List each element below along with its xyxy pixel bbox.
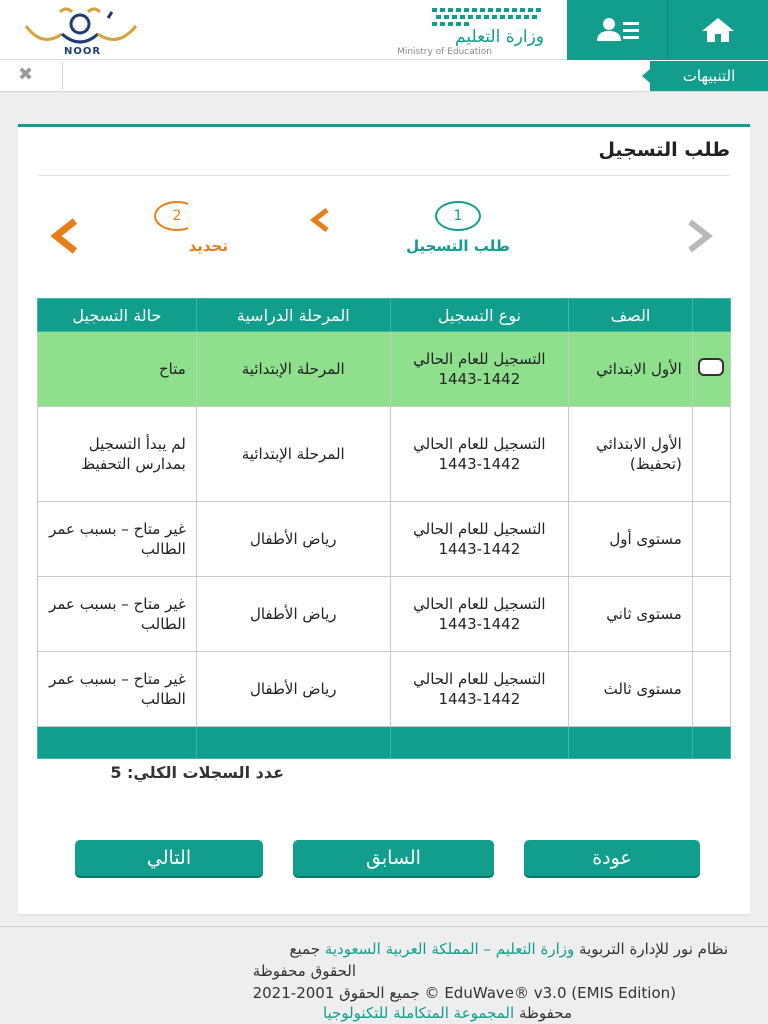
header-status[interactable]: حالة التسجيل	[38, 299, 197, 332]
stage-cell: رياض الأطفال	[196, 502, 390, 577]
grade-cell: مستوى ثاني	[569, 577, 693, 652]
grade-cell: مستوى ثالث	[569, 652, 693, 727]
chevron-left-icon	[48, 217, 82, 255]
row-select-cell	[692, 652, 730, 727]
status-cell: غير متاح – بسبب عمر الطالب	[38, 577, 197, 652]
footer-line-4	[323, 1003, 572, 1023]
status-cell: غير متاح – بسبب عمر الطالب	[38, 502, 197, 577]
row-select-cell	[692, 407, 730, 502]
footer-company-link[interactable]: المجموعة المتكاملة للتكنولوجيا	[322, 1004, 515, 1022]
notifications-ticker	[62, 62, 650, 90]
wizard-step-2-number: 2	[172, 208, 182, 224]
moe-name-arabic: وزارة التعليم	[455, 27, 544, 47]
footer-line-1	[290, 939, 728, 959]
back-button[interactable]: عودة	[524, 840, 700, 876]
notifications-bar	[0, 60, 768, 92]
notifications-tab[interactable]	[650, 61, 768, 91]
wizard-step-2-circle	[154, 201, 188, 231]
moe-logo-mark	[432, 6, 548, 26]
home-icon	[701, 17, 735, 43]
footer-line-2: الحقوق محفوظة	[252, 962, 356, 980]
status-cell: متاح	[38, 332, 197, 407]
app-header	[0, 0, 768, 60]
total-records-count: 5	[110, 763, 122, 782]
wizard-scroll-right-button[interactable]	[682, 219, 716, 257]
header-stage[interactable]: المرحلة الدراسية	[196, 299, 390, 332]
row-checkbox[interactable]	[698, 358, 724, 376]
registration-type-cell: التسجيل للعام الحالي 1442-1443	[390, 577, 568, 652]
table-row[interactable]	[38, 577, 731, 652]
grade-cell: الأول الابتدائي (تحفيظ)	[569, 407, 693, 502]
grade-cell: مستوى أول	[569, 502, 693, 577]
wizard-step-1-label: طلب التسجيل	[406, 237, 510, 255]
footer-copyright: جميع الحقوق 2001-2021 © EduWave® v3.0 (EMIS Edition)	[252, 984, 676, 1002]
registration-card	[18, 124, 750, 914]
chevron-left-icon	[308, 207, 332, 233]
header-nav	[567, 0, 768, 60]
status-cell: لم يبدأ التسجيل بمدارس التحفيظ	[38, 407, 197, 502]
row-select-cell	[692, 577, 730, 652]
total-records-label: عدد السجلات الكلي:	[127, 763, 284, 782]
footer-system-name: نظام نور للإدارة التربوية	[579, 940, 728, 958]
wizard-step-separator	[308, 207, 332, 237]
total-records	[110, 763, 284, 782]
registration-type-cell: التسجيل للعام الحالي 1442-1443	[390, 652, 568, 727]
page-title: طلب التسجيل	[598, 139, 730, 161]
stage-cell: المرحلة الإبتدائية	[196, 332, 390, 407]
row-select-cell	[692, 502, 730, 577]
table-row[interactable]	[38, 652, 731, 727]
moe-logo[interactable]	[372, 4, 552, 58]
wizard-step-2-label: تحديد	[188, 237, 228, 255]
grade-cell: الأول الابتدائي	[569, 332, 693, 407]
notifications-label: التنبيهات	[682, 67, 736, 85]
stage-cell: المرحلة الإبتدائية	[196, 407, 390, 502]
wizard-step-1-number: 1	[453, 208, 463, 224]
users-list-button[interactable]	[568, 0, 668, 60]
header-grade[interactable]: الصف	[569, 299, 693, 332]
users-list-icon	[595, 17, 641, 43]
noor-logo[interactable]	[22, 4, 140, 56]
close-icon[interactable]: ✖	[18, 64, 34, 85]
footer-rights-1: جميع	[289, 940, 321, 958]
registration-grades-table	[37, 298, 731, 759]
status-cell: غير متاح – بسبب عمر الطالب	[38, 652, 197, 727]
wizard-step-1-circle	[435, 201, 481, 231]
moe-name-english: Ministry of Education	[397, 47, 492, 57]
page-footer	[0, 926, 768, 1024]
footer-ministry-link[interactable]: وزارة التعليم – المملكة العربية السعودية	[324, 940, 575, 958]
registration-type-cell: التسجيل للعام الحالي 1442-1443	[390, 407, 568, 502]
previous-button[interactable]: السابق	[293, 840, 494, 876]
footer-rights-2: محفوظة	[518, 1004, 572, 1022]
header-select	[692, 299, 730, 332]
table-row[interactable]	[38, 332, 731, 407]
stage-cell: رياض الأطفال	[196, 577, 390, 652]
table-header-row	[38, 299, 731, 332]
registration-type-cell: التسجيل للعام الحالي 1442-1443	[390, 332, 568, 407]
stage-cell: رياض الأطفال	[196, 652, 390, 727]
wizard-scroll-left-button[interactable]	[48, 217, 82, 259]
next-button[interactable]: التالي	[75, 840, 263, 876]
noor-logo-text: NOOR	[64, 46, 102, 57]
registration-type-cell: التسجيل للعام الحالي 1442-1443	[390, 502, 568, 577]
table-row[interactable]	[38, 407, 731, 502]
header-registration-type[interactable]: نوع التسجيل	[390, 299, 568, 332]
table-row[interactable]	[38, 502, 731, 577]
home-button[interactable]	[668, 0, 768, 60]
table-footer-row	[38, 727, 731, 759]
title-divider	[38, 175, 730, 176]
row-select-cell[interactable]	[692, 332, 730, 407]
chevron-right-icon	[682, 219, 716, 253]
